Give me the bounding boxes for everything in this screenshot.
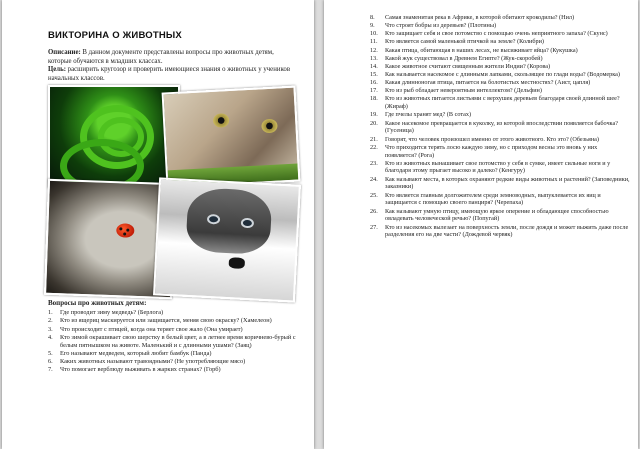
list-item: 16. Какая длинноногая птица, питается на болотистых местностях? (Аист, цапля) xyxy=(370,79,591,87)
list-item: 5. Его называют медведем, который любит бамбук (Панда) xyxy=(48,349,212,357)
cat-photo xyxy=(162,86,301,189)
list-item: 27. Кто из насекомых вылезает на поверхность земли, после дождя и может выжить даже после разделения его на две части? (Дождевой червяк) xyxy=(370,223,629,239)
list-item: 17. Кто из рыб обладает невероятным интеллектом? (Дельфин) xyxy=(370,87,542,95)
list-item: 4. Кто зимой окрашивает свою шерстку в белый цвет, а в летнее время коричнево-бурый с белым пятнышком на животе. Маленький и с длинными ушами? (Заяц) xyxy=(48,333,296,349)
list-item: 14. Какое животное считают священным жители Индии? (Корова) xyxy=(370,62,551,70)
list-item: 11. Кто является самой маленькой птичкой на земле? (Колибри) xyxy=(370,38,544,46)
list-item: 3. Что происходит с птицей, когда она теряет свое жало (Она умирает) xyxy=(48,325,243,333)
left-page xyxy=(2,0,314,449)
list-item: 15. Как называется насекомое с длинными лапками, скользящее по глади воды? (Водомерка) xyxy=(370,70,620,78)
list-item: 1. Где проводит зиму медведь? (Берлога) xyxy=(48,309,164,317)
list-item: 2. Кто из ящериц маскируется или защищается, меняя свою окраску? (Хамелеон) xyxy=(48,317,272,325)
document-title: ВИКТОРИНА О ЖИВОТНЫХ xyxy=(48,30,182,41)
animal-photo-collage xyxy=(44,85,292,295)
list-item: 24. Как называют места, в которых охраняют редкие виды животных и растений? (Заповедники, заказники) xyxy=(370,175,630,191)
husky-photo xyxy=(153,178,301,303)
list-item: 18. Кто из животных питается листьями с верхушек деревьев благодаря своей длинной шее? (Жираф) xyxy=(370,95,620,111)
list-item: 22. Что приходится терять лосю каждую зиму, но с приходом весны это вновь у них появляется? (Рога) xyxy=(370,143,598,159)
questions-list-left xyxy=(48,309,298,374)
description-paragraph xyxy=(48,49,298,66)
description-label: Описание: xyxy=(48,49,81,56)
goal-text: расширить кругозор и проверить имеющиеся знания о животных у учеников начальных классов. xyxy=(48,66,291,82)
ladybug-icon xyxy=(116,224,134,239)
list-item: 12. Какая птица, обитающая в наших лесах, не высиживает яйца? (Кукушка) xyxy=(370,46,578,54)
list-item: 7. Что помогает верблюду выживать в жарких странах? (Горб) xyxy=(48,366,221,374)
list-item: 13. Какой жук существовал в Древнем Египте? (Жук-скоробей) xyxy=(370,54,543,62)
goal-label: Цель: xyxy=(48,66,66,74)
list-item: 19. Где пчелы хранят мед? (В сотах) xyxy=(370,111,472,119)
questions-heading: Вопросы про животных детям: xyxy=(48,299,147,308)
goal-paragraph xyxy=(48,66,298,83)
right-page xyxy=(324,0,638,449)
list-item: 23. Кто из животных вынашивает свое потомство у себя в сумке, имеет сильные ноги и у благодаря этому прыгает высоко и далеко? (Кенгуру) xyxy=(370,159,611,175)
description-text: В данном документе представлены вопросы про животных детям, которые обучаются в младших классах. xyxy=(48,49,274,65)
list-item: 8. Самая знаменитая река в Африке, в которой обитают крокодилы? (Нил) xyxy=(370,14,575,21)
list-item: 21. Говорят, что человек произошел именно от этого животного. Кто это? (Обезьяна) xyxy=(370,135,599,143)
list-item: 20. Какое насекомое превращается в куколку, из которой впоследствии появляется бабочка? (Гусеница) xyxy=(370,119,618,135)
green-snake-photo xyxy=(48,85,180,189)
list-item: 6. Каких животных называют травоядными? (Не употребляющие мясо) xyxy=(48,357,246,365)
questions-list-right xyxy=(370,14,630,239)
list-item: 9. Что строят бобры из деревьев? (Плотины) xyxy=(370,22,497,30)
list-item: 26. Как называют умную птицу, имеющую яркое оперение и обладающее способностью овладевать человеческой речью? (Попугай) xyxy=(370,207,609,223)
list-item: 10. Кто защищает себя и свое потомство с помощью очень неприятного запаха? (Скунс) xyxy=(370,30,608,38)
list-item: 25. Кто является главным долгожителем среди земноводных, выпуклевается их яиц и защищается с помощью своего панциря? (Черепаха) xyxy=(370,191,601,207)
